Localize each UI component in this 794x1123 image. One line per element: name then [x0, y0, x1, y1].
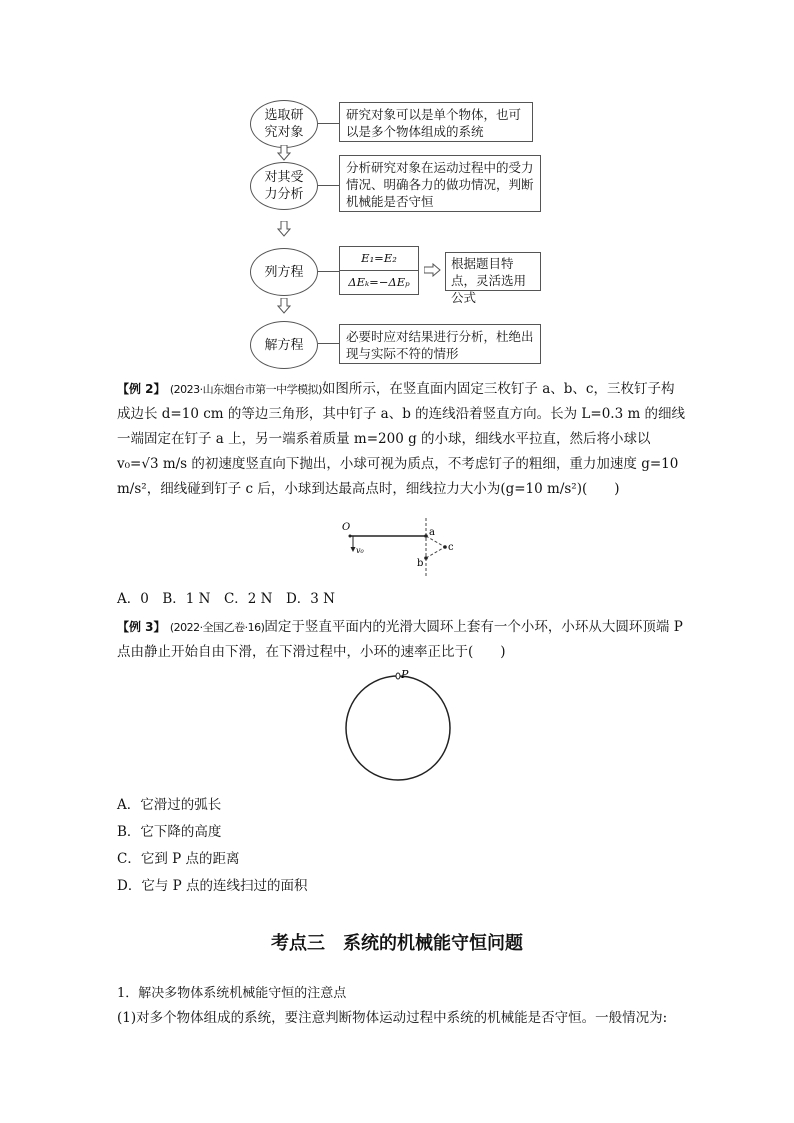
down-arrow-icon — [277, 298, 291, 314]
example-2-options: A．0 B．1 N C．2 N D．3 N — [117, 591, 335, 607]
section-item-1-1: (1)对多个物体组成的系统，要注意判断物体运动过程中系统的机械能是否守恒。一般情况为: — [117, 1010, 668, 1026]
point-O-label: O — [342, 522, 351, 533]
down-arrow-icon — [277, 221, 291, 237]
point-P-label: P — [401, 668, 409, 681]
section-title: 考点三 系统的机械能守恒问题 — [271, 933, 523, 954]
flow-step-select-object: 选取研 究对象 — [250, 100, 318, 148]
flow-step-force-analysis: 对其受 力分析 — [250, 162, 318, 210]
formula-energy-change: ΔEₖ=−ΔEₚ — [348, 275, 410, 289]
example-2-figure — [340, 516, 460, 581]
connector-line — [318, 123, 339, 124]
example-2-source: (2023·山东烟台市第一中学模拟) — [169, 383, 322, 396]
flow-step-write-equation: 列方程 — [250, 248, 318, 296]
example-3-text: 固定于竖直平面内的光滑大圆环上套有一个小环，小环从大圆环顶端 P 点由静止开始自由下滑，在下滑过程中，小环的速率正比于( ) — [117, 619, 683, 660]
example-2-tag: 【例 2】 — [117, 382, 166, 396]
nail-b-label: b — [417, 558, 424, 569]
formula-selection-note: 根据题目特点，灵活选用公式 — [445, 252, 541, 291]
flow-step-force-desc: 分析研究对象在运动过程中的受力情况、明确各力的做功情况，判断机械能是否守恒 — [339, 155, 541, 212]
example-2-question — [117, 377, 687, 502]
connector-line — [318, 271, 339, 272]
formula-energy-equal: E₁=E₂ — [340, 247, 418, 271]
option-c: C．它到 P 点的距离 — [117, 851, 240, 867]
connector-line — [318, 343, 339, 344]
section-item-1: 1．解决多物体系统机械能守恒的注意点 — [117, 986, 347, 1001]
flow-step-solve-equation: 解方程 — [250, 321, 318, 369]
option-a: A．它滑过的弧长 — [117, 797, 222, 813]
connector-line — [318, 185, 339, 186]
right-arrow-icon — [424, 263, 442, 277]
flow-step-select-desc: 研究对象可以是单个物体，也可以是多个物体组成的系统 — [339, 102, 533, 142]
example-3-source: (2022·全国乙卷·16) — [169, 621, 265, 634]
nail-a-label: a — [429, 527, 435, 538]
formula-box — [339, 246, 419, 295]
example-2-text: 如图所示，在竖直面内固定三枚钉子 a、b、c，三枚钉子构成边长 d=10 cm 的等边三角形，其中钉子 a、b 的连线沿着竖直方向。长为 L=0.3 m 的细线一端固定在钉子 a 上，另一端系着质量 m=200 g 的小球，细线水平拉直，然后将小球以 v₀=√3 m/s 的初速度竖直向下抛出，小球可视为质点，不考虑钉子的粗细，重力加速度 g=10 m/s²，细线碰到钉子 c 后，小球到达最高点时，细线拉力大小为(g=10 m/s²)( ) — [117, 381, 686, 497]
nail-c-label: c — [448, 542, 454, 553]
down-arrow-icon — [277, 145, 291, 161]
option-d: D．它与 P 点的连线扫过的面积 — [117, 878, 308, 894]
example-3-figure — [340, 668, 460, 786]
velocity-v0-label: v₀ — [356, 546, 364, 555]
example-3-question — [117, 615, 687, 665]
flow-step-solve-desc: 必要时应对结果进行分析，杜绝出现与实际不符的情形 — [339, 324, 541, 364]
option-b: B．它下降的高度 — [117, 824, 222, 840]
example-3-tag: 【例 3】 — [117, 620, 166, 634]
